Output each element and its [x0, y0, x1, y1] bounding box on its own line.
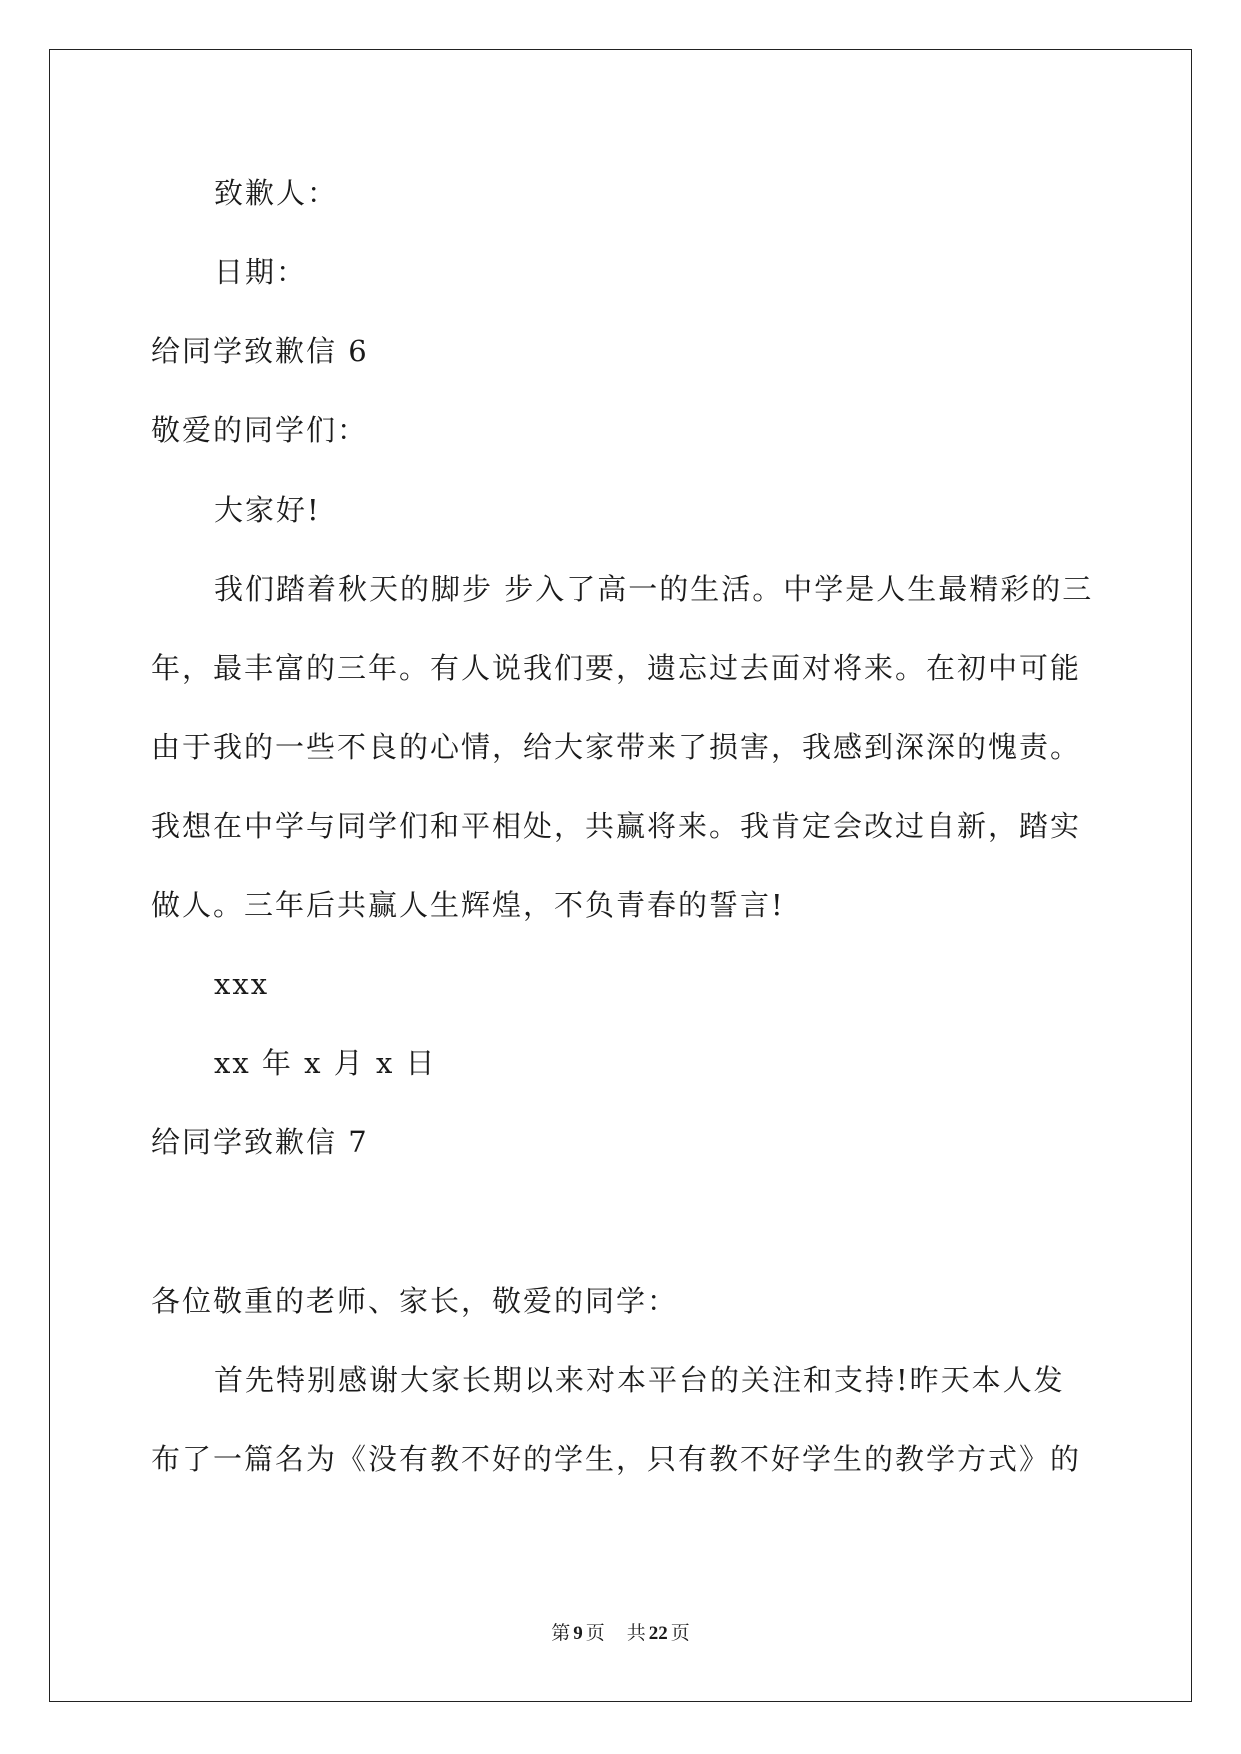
paragraph-line: 布了一篇名为《没有教不好的学生，只有教不好学生的教学方式》的 — [151, 1442, 1082, 1476]
section-heading-6: 给同学致歉信 6 — [151, 334, 369, 368]
footer-total-suffix: 页 — [670, 1623, 690, 1644]
current-page-number: 9 — [573, 1623, 583, 1644]
footer-page-suffix: 页 — [585, 1623, 605, 1644]
footer-prefix: 第 — [551, 1623, 571, 1644]
signature-name: xxx — [214, 967, 270, 1001]
greeting: 大家好! — [214, 493, 321, 527]
apologizer-label: 致歉人： — [214, 176, 339, 210]
salutation-all: 各位敬重的老师、家长，敬爱的同学： — [151, 1284, 679, 1318]
paragraph-line: 由于我的一些不良的心情，给大家带来了损害，我感到深深的愧责。 — [151, 730, 1082, 764]
salutation-classmates: 敬爱的同学们： — [151, 413, 369, 447]
paragraph-line: 做人。三年后共赢人生辉煌，不负青春的誓言! — [151, 888, 785, 922]
paragraph-line: 我想在中学与同学们和平相处，共赢将来。我肯定会改过自新，踏实 — [151, 809, 1082, 843]
paragraph-line: 首先特别感谢大家长期以来对本平台的关注和支持!昨天本人发 — [214, 1363, 1065, 1397]
paragraph-line: 我们踏着秋天的脚步 步入了高一的生活。中学是人生最精彩的三 — [214, 572, 1094, 606]
footer-total-prefix: 共 — [626, 1623, 646, 1644]
date-label: 日期： — [214, 255, 308, 289]
signature-date: xx 年 x 月 x 日 — [214, 1046, 437, 1080]
total-pages-number: 22 — [648, 1623, 668, 1644]
page-footer — [0, 1622, 1241, 1646]
paragraph-line: 年，最丰富的三年。有人说我们要，遗忘过去面对将来。在初中可能 — [151, 651, 1082, 685]
section-heading-7: 给同学致歉信 7 — [151, 1125, 369, 1159]
